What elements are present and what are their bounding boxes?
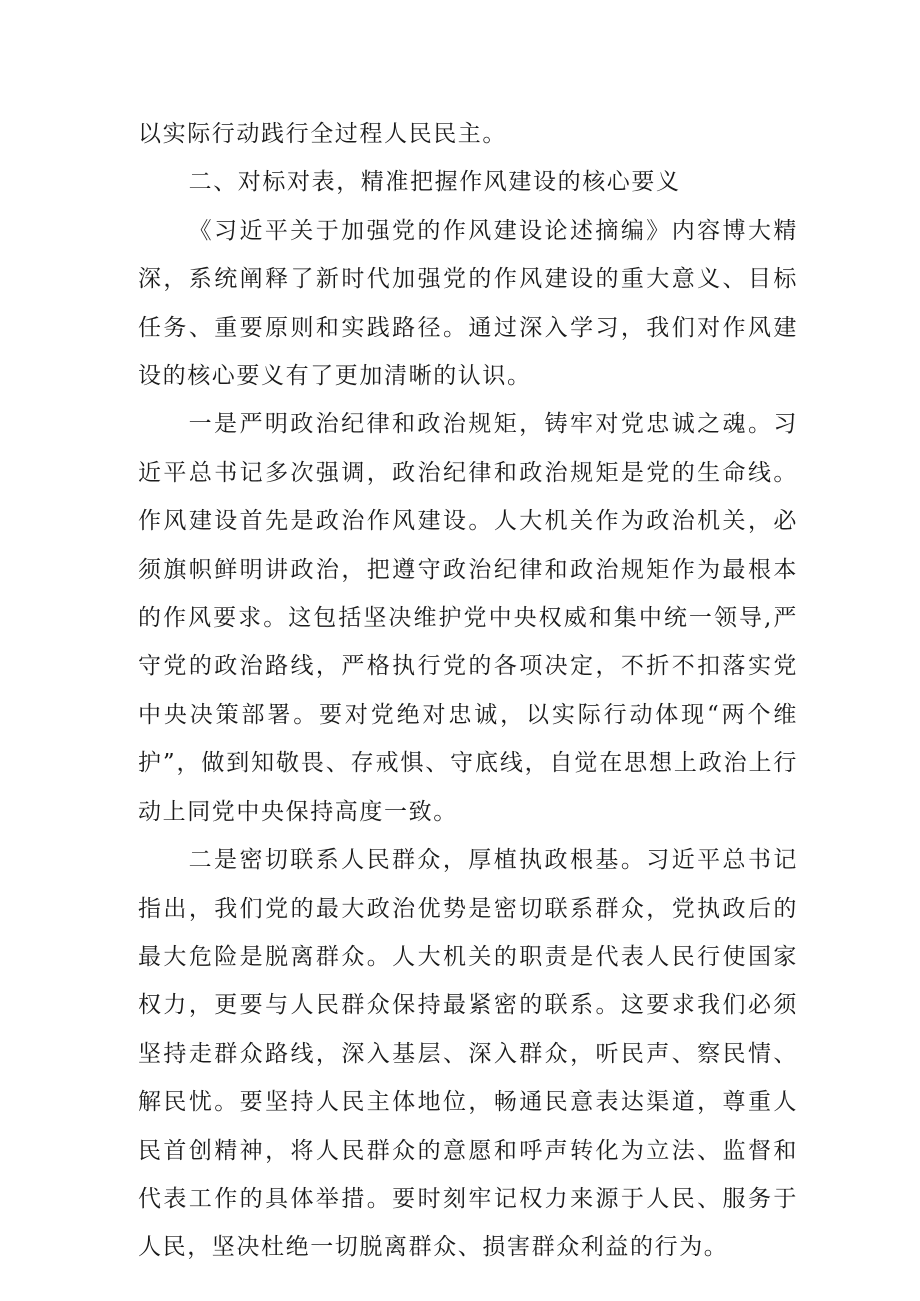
paragraph-point-two: 二是密切联系人民群众，厚植执政根基。习近平总书记指出，我们党的最大政治优势是密切联系群众，党执政后的最大危险是脱离群众。人大机关的职责是代表人民行使国家权力，更要与人民群众保持最紧密的联系。这要求我们必须坚持走群众路线，深入基层、深入群众，听民声、察民情、解民忧。要坚持人民主体地位，畅通民意表达渠道，尊重人民首创精神，将人民群众的意愿和呼声转化为立法、监督和代表工作的具体举措。要时刻牢记权力来源于人民、服务于人民，坚决杜绝一切脱离群众、损害群众利益的行为。 <box>138 847 798 1261</box>
section-heading: 二、对标对表，精准把握作风建设的核心要义 <box>188 169 681 196</box>
paragraph-intro: 《习近平关于加强党的作风建设论述摘编》内容博大精深，系统阐释了新时代加强党的作风建设的重大意义、目标任务、重要原则和实践路径。通过深入学习，我们对作风建设的核心要义有了更加清晰的认识。 <box>138 217 798 390</box>
paragraph-continuation: 以实际行动践行全过程人民民主。 <box>138 121 507 147</box>
document-body <box>138 110 798 1272</box>
paragraph-point-one: 一是严明政治纪律和政治规矩，铸牢对党忠诚之魂。习近平总书记多次强调，政治纪律和政治规矩是党的生命线。作风建设首先是政治作风建设。人大机关作为政治机关，必须旗帜鲜明讲政治，把遵守政治纪律和政治规矩作为最根本的作风要求。这包括坚决维护党中央权威和集中统一领导,严守党的政治路线，严格执行党的各项决定，不折不扣落实党中央决策部署。要对党绝对忠诚，以实际行动体现“两个维护”，做到知敬畏、存戒惧、守底线，自觉在思想上政治上行动上同党中央保持高度一致。 <box>138 411 798 825</box>
